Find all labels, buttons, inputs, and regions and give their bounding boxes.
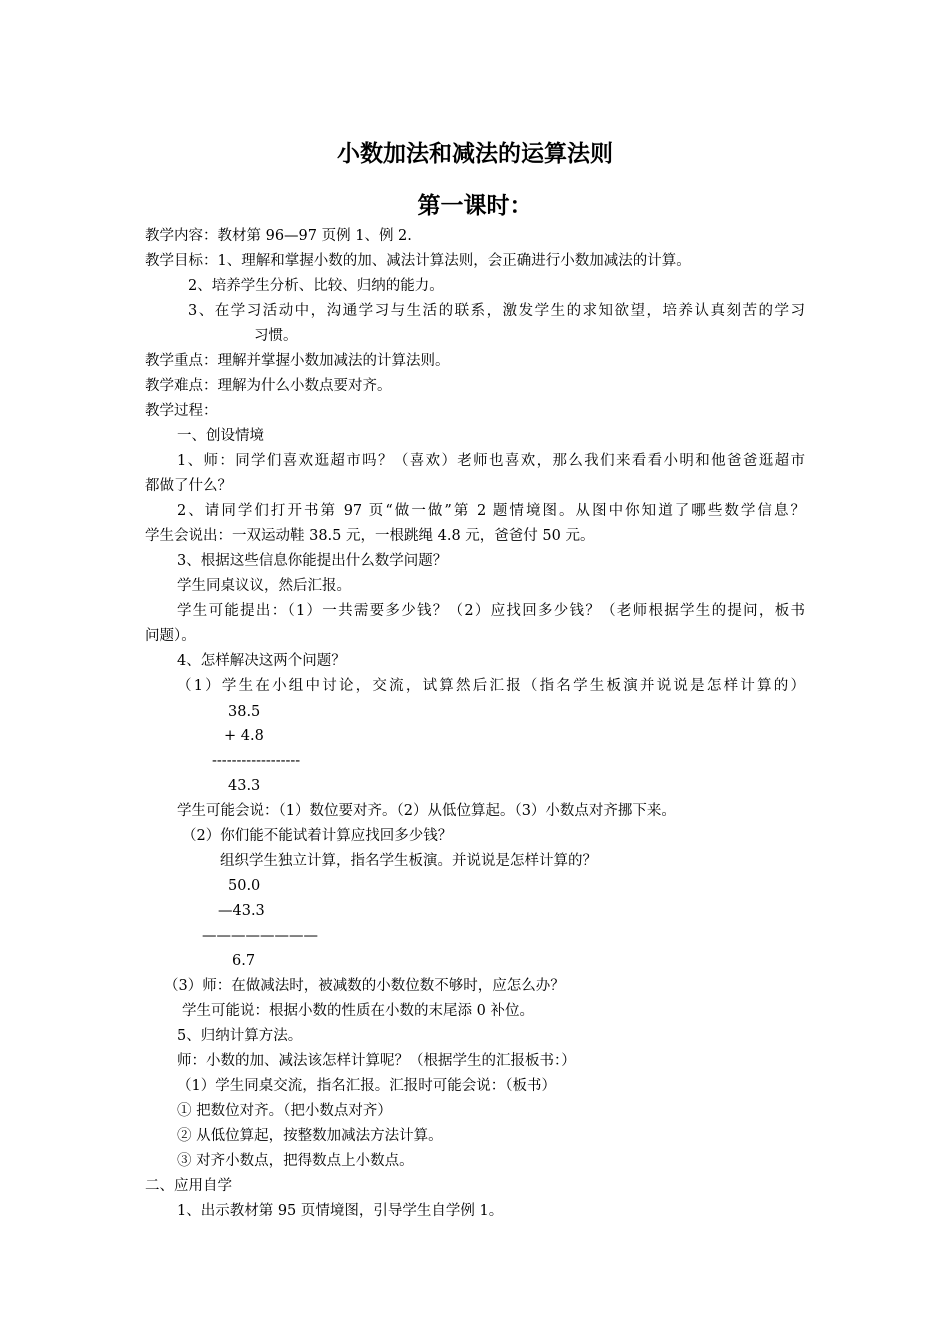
text-line: 教学难点：理解为什么小数点要对齐。 bbox=[145, 378, 392, 394]
document-title: 小数加法和减法的运算法则 bbox=[337, 141, 613, 167]
calc-operand: —43.3 bbox=[218, 903, 265, 919]
list-item: ③ 对齐小数点，把得数点上小数点。 bbox=[177, 1153, 414, 1169]
text-line: （1）学生在小组中讨论，交流，试算然后汇报（指名学生板演并说说是怎样计算的） bbox=[177, 678, 805, 694]
text-line: 师：小数的加、减法该怎样计算呢？（根据学生的汇报板书：） bbox=[177, 1053, 576, 1069]
text-line: （3）师：在做减法时，被减数的小数位数不够时，应怎么办？ bbox=[164, 978, 565, 994]
list-item: ② 从低位算起，按整数加减法方法计算。 bbox=[177, 1128, 443, 1144]
text-line: 3、在学习活动中，沟通学习与生活的联系，激发学生的求知欲望，培养认真刻苦的学习 bbox=[188, 303, 805, 319]
text-line: 学生会说出：一双运动鞋 38.5 元，一根跳绳 4.8 元，爸爸付 50 元。 bbox=[145, 528, 595, 544]
text-line: 3、根据这些信息你能提出什么数学问题？ bbox=[177, 553, 448, 569]
text-line: （2）你们能不能试着计算应找回多少钱？ bbox=[182, 828, 453, 844]
lesson-subtitle: 第一课时： bbox=[417, 193, 533, 219]
section-heading: 一、创设情境 bbox=[177, 428, 264, 444]
text-line: 学生可能提出：（1）一共需要多少钱？（2）应找回多少钱？（老师根据学生的提问，板书 bbox=[177, 603, 805, 619]
text-line: 学生可能会说：（1）数位要对齐。（2）从低位算起。（3）小数点对齐挪下来。 bbox=[177, 803, 676, 819]
text-line: 教学重点：理解并掌握小数加减法的计算法则。 bbox=[145, 353, 450, 369]
section-heading: 二、应用自学 bbox=[145, 1178, 232, 1194]
list-item: ① 把数位对齐。（把小数点对齐） bbox=[177, 1103, 392, 1119]
calc-result: 6.7 bbox=[232, 953, 256, 969]
text-line: （1）学生同桌交流，指名汇报。汇报时可能会说：（板书） bbox=[177, 1078, 556, 1094]
calc-operand: 38.5 bbox=[228, 704, 261, 720]
text-line: 4、怎样解决这两个问题？ bbox=[177, 653, 346, 669]
text-line: 组织学生独立计算，指名学生板演。并说说是怎样计算的？ bbox=[220, 853, 597, 869]
text-line: 教学过程： bbox=[145, 403, 218, 419]
calc-rule: ------------------ bbox=[212, 753, 301, 769]
text-line: 2、培养学生分析、比较、归纳的能力。 bbox=[188, 278, 444, 294]
text-line: 学生同桌议议，然后汇报。 bbox=[177, 578, 351, 594]
calc-operand: 50.0 bbox=[228, 878, 261, 894]
text-line: 2、请同学们打开书第 97 页“做一做”第 2 题情境图。从图中你知道了哪些数学信息？ bbox=[177, 503, 805, 519]
text-line: 1、师：同学们喜欢逛超市吗？（喜欢）老师也喜欢，那么我们来看看小明和他爸爸逛超市 bbox=[177, 453, 805, 469]
calc-result: 43.3 bbox=[228, 778, 261, 794]
text-line: 5、归纳计算方法。 bbox=[177, 1028, 303, 1044]
text-line: 教学内容：教材第 96—97 页例 1、例 2. bbox=[145, 228, 412, 244]
text-line: 1、出示教材第 95 页情境图，引导学生自学例 1。 bbox=[177, 1203, 504, 1219]
calc-rule: ———————— bbox=[202, 928, 318, 944]
text-line: 学生可能说：根据小数的性质在小数的末尾添 0 补位。 bbox=[182, 1003, 534, 1019]
text-line: 教学目标：1、理解和掌握小数的加、减法计算法则，会正确进行小数加减法的计算。 bbox=[145, 253, 691, 269]
calc-operand: + 4.8 bbox=[224, 728, 264, 744]
text-line: 习惯。 bbox=[254, 328, 298, 344]
text-line: 问题）。 bbox=[145, 628, 196, 644]
text-line: 都做了什么？ bbox=[145, 478, 232, 494]
